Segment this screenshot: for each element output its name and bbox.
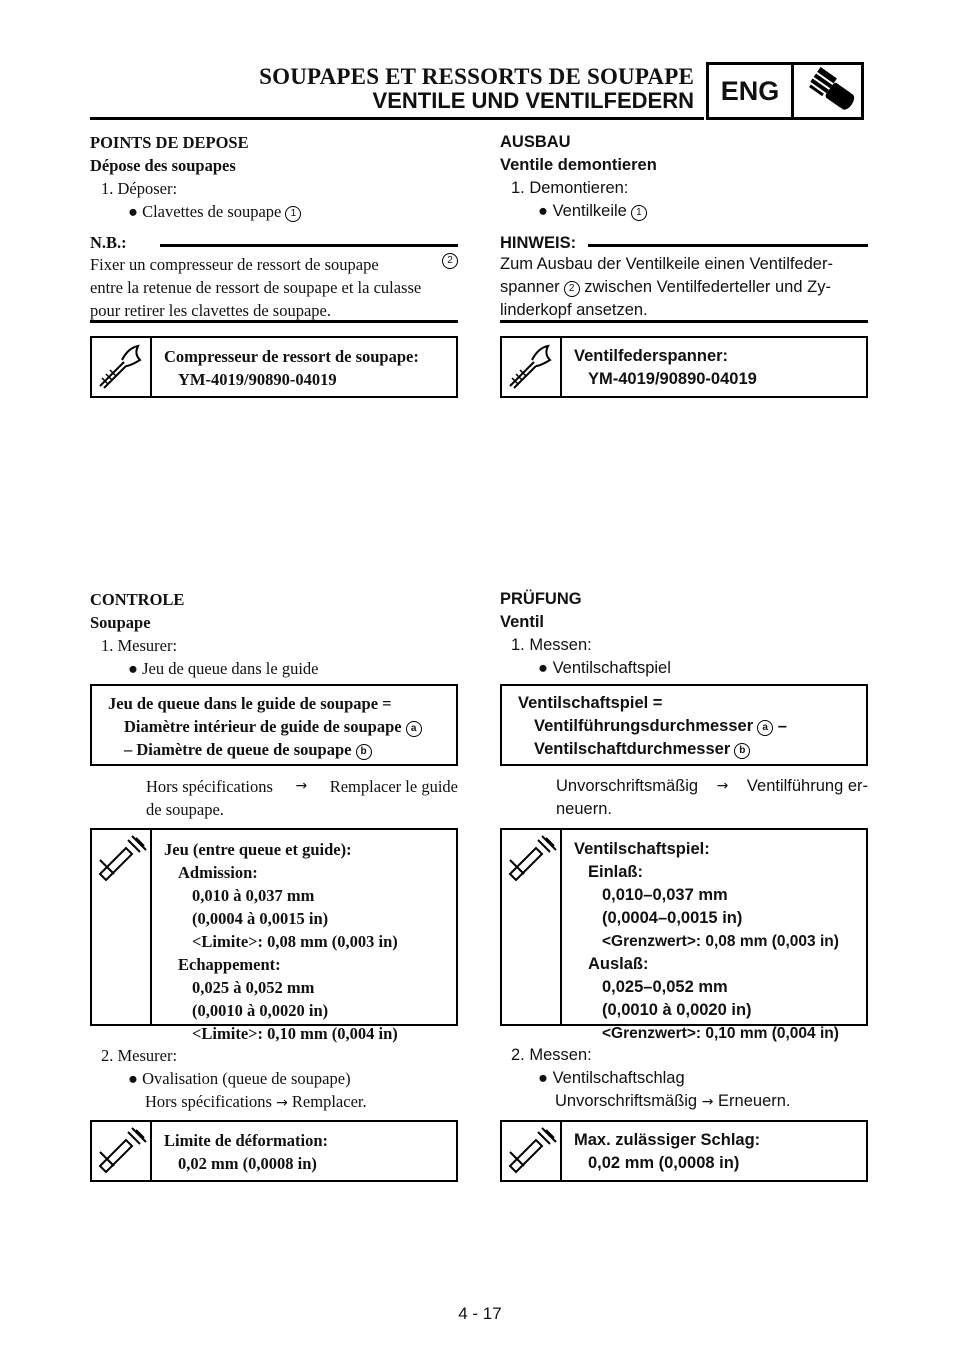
left-note bbox=[90, 232, 458, 254]
left-spec-ex-v2: (0,0010 à 0,0020 in) bbox=[192, 1001, 329, 1020]
right-spec-in-v2: (0,0004–0,0015 in) bbox=[602, 909, 743, 927]
left-note-rule bbox=[160, 244, 458, 247]
right-check-heading: PRÜFUNG bbox=[500, 590, 582, 608]
right-m1-item: ● Ventilschaftspiel bbox=[538, 659, 671, 677]
right-spec-ex-v1: 0,025–0,052 mm bbox=[602, 978, 728, 996]
right-note-text2: spanner 2 zwischen Ventilfederteller und Zy- bbox=[500, 278, 831, 296]
right-spec-title: Ventilschaftspiel: bbox=[574, 840, 710, 858]
left-m1-item: ● Jeu de queue dans le guide bbox=[128, 659, 319, 678]
left-spec-in: Admission: bbox=[178, 863, 258, 882]
page-number: 4 - 17 bbox=[458, 1304, 502, 1323]
wrench-tool-icon bbox=[92, 338, 150, 396]
right-oos1-cont: neuern. bbox=[556, 800, 612, 818]
right-check-sub: Ventil bbox=[500, 613, 545, 631]
caliper-icon bbox=[502, 830, 560, 888]
right-oos2: Unvorschriftsmäßig → Erneuern. bbox=[555, 1092, 791, 1110]
right-tool-title: Ventilfederspanner: bbox=[574, 347, 729, 365]
right-m1: 1. Messen: bbox=[511, 636, 592, 654]
left-note-text3: pour retirer les clavettes de soupape. bbox=[90, 301, 331, 320]
right-m2: 2. Messen: bbox=[511, 1046, 592, 1064]
left-limit-title: Limite de déformation: bbox=[164, 1131, 329, 1150]
left-formula-l3: – Diamètre de queue de soupape b bbox=[108, 738, 422, 761]
left-oos2: Hors spécifications → Remplacer. bbox=[145, 1092, 367, 1111]
right-step1: 1. Demontieren: bbox=[511, 179, 629, 197]
right-heading: AUSBAU bbox=[500, 133, 571, 151]
right-formula-l1: Ventilschaftspiel = bbox=[518, 694, 663, 712]
left-subheading: Dépose des soupapes bbox=[90, 156, 236, 175]
left-note-text2: entre la retenue de ressort de soupape et la culasse bbox=[90, 278, 422, 297]
right-tool-number: YM-4019/90890-04019 bbox=[588, 370, 757, 388]
left-spec-title: Jeu (entre queue et guide): bbox=[164, 840, 352, 859]
left-limit-box bbox=[90, 1120, 458, 1182]
right-note-label: HINWEIS: bbox=[500, 234, 577, 252]
right-note bbox=[500, 232, 868, 254]
left-spec-in-lim: <Limite>: 0,08 mm (0,003 in) bbox=[192, 932, 398, 951]
right-limit-icon-cell bbox=[502, 1122, 562, 1180]
left-oos1-cont: de soupape. bbox=[146, 800, 224, 819]
left-check-sub: Soupape bbox=[90, 613, 151, 632]
left-spec-ex-lim: <Limite>: 0,10 mm (0,004 in) bbox=[192, 1024, 398, 1043]
right-note-text1: Zum Ausbau der Ventilkeile einen Ventilfeder- bbox=[500, 255, 833, 273]
right-spec-in-v1: 0,010–0,037 mm bbox=[602, 886, 728, 904]
right-limit-box bbox=[500, 1120, 868, 1182]
left-oos1: Hors spécifications → Remplacer le guide bbox=[146, 777, 458, 796]
left-step1-item: ● Clavettes de soupape 1 bbox=[90, 200, 458, 223]
caliper-icon bbox=[502, 1122, 560, 1180]
left-note-text1: Fixer un compresseur de ressort de soupape 2 bbox=[90, 253, 458, 276]
left-m2: 2. Mesurer: bbox=[101, 1046, 178, 1065]
section-badge bbox=[706, 62, 864, 120]
left-heading: POINTS DE DEPOSE bbox=[90, 133, 249, 152]
left-m2-item: ● Ovalisation (queue de soupape) bbox=[128, 1069, 351, 1088]
right-limit-value: 0,02 mm (0,0008 in) bbox=[588, 1154, 740, 1172]
right-step1-item: ● Ventilkeile 1 bbox=[500, 200, 868, 223]
left-step1: 1. Déposer: bbox=[101, 179, 178, 198]
left-limit-icon-cell bbox=[92, 1122, 152, 1180]
left-tool-title: Compresseur de ressort de soupape: bbox=[164, 347, 419, 366]
left-spec-ex-v1: 0,025 à 0,052 mm bbox=[192, 978, 315, 997]
left-spec-icon-cell bbox=[92, 830, 152, 1024]
right-tool-icon-cell bbox=[502, 338, 562, 396]
right-formula-l3: Ventilschaftdurchmesser b bbox=[518, 738, 787, 761]
right-spec-ex-v2: (0,0010 à 0,0020 in) bbox=[602, 1001, 752, 1019]
section-badge-label: ENG bbox=[709, 65, 794, 117]
left-m1: 1. Mesurer: bbox=[101, 636, 178, 655]
right-subheading: Ventile demontieren bbox=[500, 156, 657, 174]
header-title-fr: SOUPAPES ET RESSORTS DE SOUPAPE bbox=[259, 64, 694, 89]
right-spec-in-lim: <Grenzwert>: 0,08 mm (0,003 in) bbox=[602, 933, 839, 950]
left-limit-value: 0,02 mm (0,0008 in) bbox=[178, 1154, 317, 1173]
left-check-heading: CONTROLE bbox=[90, 590, 185, 609]
right-limit-title: Max. zulässiger Schlag: bbox=[574, 1131, 761, 1149]
caliper-icon bbox=[92, 830, 150, 888]
left-tool-number: YM-4019/90890-04019 bbox=[178, 370, 337, 389]
right-spec-ex: Auslaß: bbox=[588, 955, 649, 973]
right-spec-box bbox=[500, 828, 868, 1042]
left-formula-l1: Jeu de queue dans le guide de soupape = bbox=[108, 694, 392, 713]
left-tool-icon-cell bbox=[92, 338, 152, 396]
right-note-bottom-rule bbox=[500, 320, 868, 323]
caliper-icon bbox=[92, 1122, 150, 1180]
left-spec-in-v1: 0,010 à 0,037 mm bbox=[192, 886, 315, 905]
left-formula-box bbox=[90, 684, 458, 766]
header-title-de: VENTILE UND VENTILFEDERN bbox=[372, 88, 694, 113]
right-note-rule bbox=[588, 244, 868, 247]
right-formula-box bbox=[500, 684, 868, 766]
right-spec-icon-cell bbox=[502, 830, 562, 1024]
right-note-text3: linderkopf ansetzen. bbox=[500, 301, 648, 319]
right-m2-item: ● Ventilschaftschlag bbox=[538, 1069, 685, 1087]
engine-icon bbox=[794, 65, 861, 117]
right-spec-ex-lim: <Grenzwert>: 0,10 mm (0,004 in) bbox=[602, 1025, 839, 1042]
right-spec-in: Einlaß: bbox=[588, 863, 644, 881]
header-rule bbox=[90, 117, 704, 120]
left-note-bottom-rule bbox=[90, 320, 458, 323]
right-formula-l2: Ventilführungsdurchmesser a – bbox=[534, 717, 787, 735]
left-tool-box bbox=[90, 336, 458, 398]
right-tool-box bbox=[500, 336, 868, 398]
left-note-label: N.B.: bbox=[90, 233, 127, 252]
wrench-tool-icon bbox=[502, 338, 560, 396]
left-spec-ex: Echappement: bbox=[178, 955, 281, 974]
left-formula-l2: Diamètre intérieur de guide de soupape a bbox=[108, 715, 422, 738]
left-spec-in-v2: (0,0004 à 0,0015 in) bbox=[192, 909, 329, 928]
right-oos1: Unvorschriftsmäßig → Ventilführung er- bbox=[556, 777, 868, 795]
left-spec-box bbox=[90, 828, 458, 1043]
